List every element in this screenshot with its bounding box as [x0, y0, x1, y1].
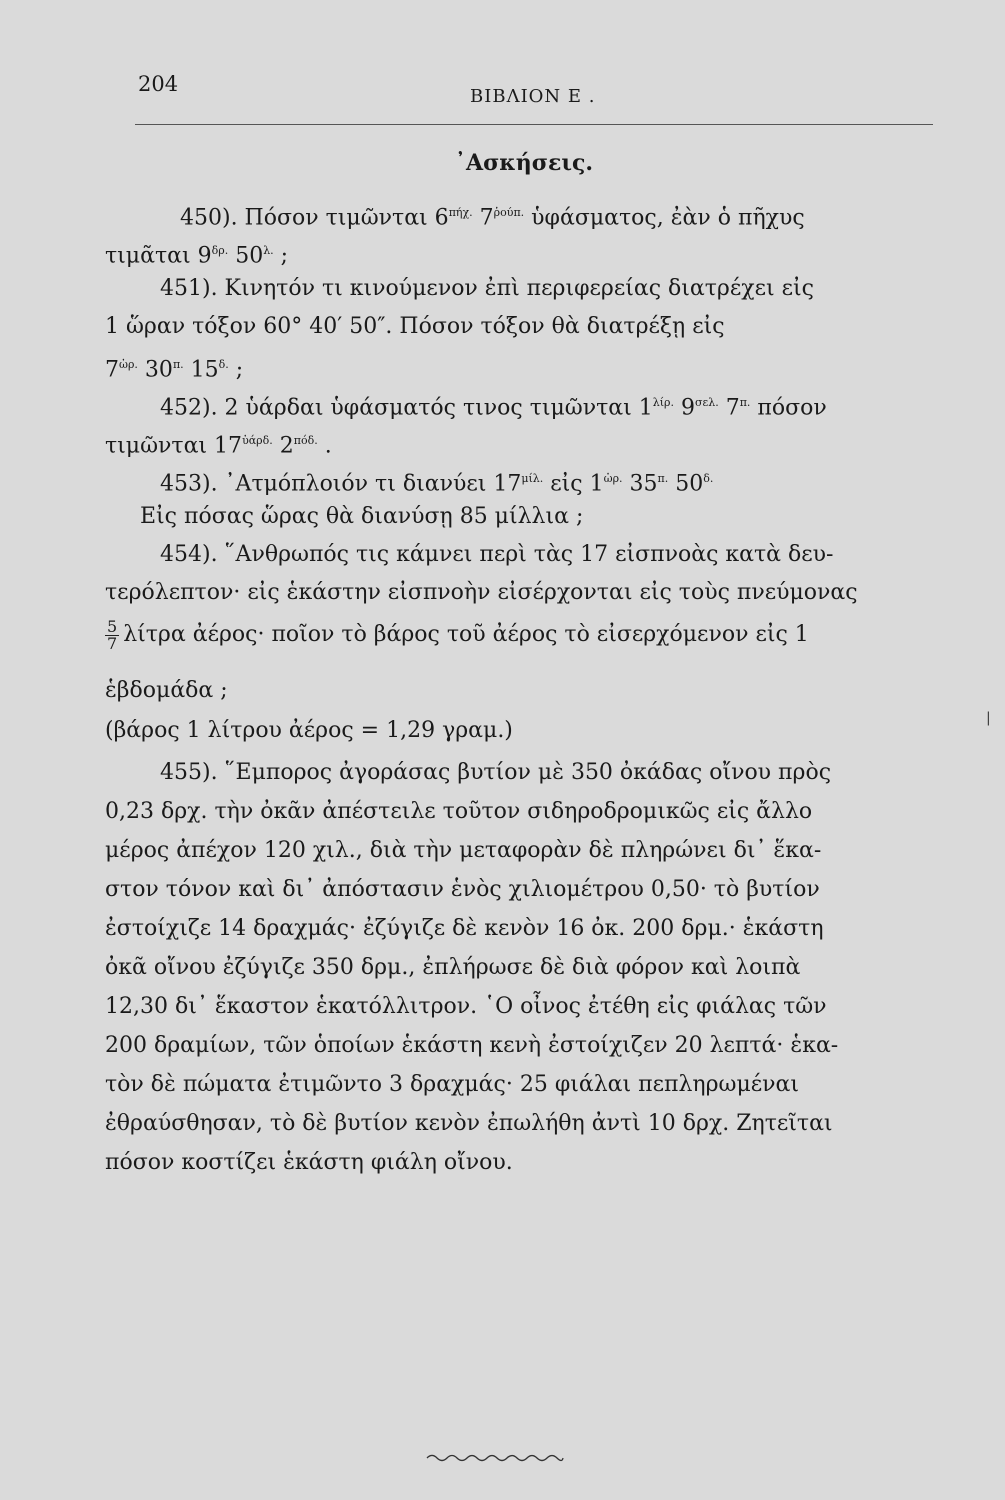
exercise-455-line-11: πόσον κοστίζει ἑκάστη φιάλη οἴνου.	[105, 1150, 513, 1175]
exercise-453-line-2: Εἰς πόσας ὥρας θὰ διανύσῃ 85 μίλλια ;	[140, 504, 584, 529]
section-title: ᾿Ασκήσεις.	[455, 150, 594, 176]
page-number: 204	[138, 72, 179, 96]
exercise-454-line-3: $\frac{5}{7}$ λίτρα ἀέρος· ποῖον τὸ βάρος τοῦ ἀέρος τὸ εἰσερχόμενον εἰς 1	[107, 616, 809, 653]
exercise-450-line-2: τιμᾶται $9^{\delta\rho.}$ $50^{\lambda.}$ ;	[105, 243, 289, 269]
exercise-450-line-1: 450). Πόσον τιμῶνται $6^{\pi ή\chi.}$ $7^{ῥoύ\pi.}$ ὑφάσματος, ἐὰν ὁ πῆχυς	[180, 205, 805, 231]
exercise-454-line-2: τερόλεπτον· εἰς ἑκάστην εἰσπνοὴν εἰσέρχονται εἰς τοὺς πνεύμονας	[105, 580, 858, 605]
exercise-455-line-6: ὀκᾶ οἴνου ἐζύγιζε 350 δρμ., ἐπλήρωσε δὲ διὰ φόρον καὶ λοιπὰ	[105, 955, 801, 980]
exercise-452-line-2: τιμῶνται $17^{ὑά\rho\delta.}$ $2^{\pi ό\delta.}$ .	[105, 433, 332, 459]
fraction-five-sevenths: $\frac{5}{7}$	[107, 616, 118, 653]
exercise-454-line-5: (βάρος 1 λίτρου ἀέρος = 1,29 γραμ.)	[105, 718, 513, 743]
running-head: ΒΙΒΛΙΟΝ Ε .	[470, 86, 596, 107]
exercise-451-line-2: 1 ὥραν τόξον 60° 40′ 50″. Πόσον τόξον θὰ διατρέξῃ εἰς	[105, 314, 725, 339]
exercise-455-line-8: 200 δραμίων, τῶν ὁποίων ἑκάστη κενὴ ἐστοίχιζεν 20 λεπτά· ἑκα-	[105, 1033, 839, 1058]
exercise-454-line-1: 454). ῞Ανθρωπός τις κάμνει περὶ τὰς 17 εἰσπνοὰς κατὰ δευ-	[160, 542, 834, 567]
exercise-451-line-1: 451). Κινητόν τι κινούμενον ἐπὶ περιφερείας διατρέχει εἰς	[160, 276, 814, 301]
exercise-455-line-4: στον τόνον καὶ δι᾿ ἀπόστασιν ἑνὸς χιλιομέτρου 0,50· τὸ βυτίον	[105, 877, 820, 902]
exercise-455-line-2: 0,23 δρχ. τὴν ὀκᾶν ἀπέστειλε τοῦτον σιδηροδρομικῶς εἰς ἄλλο	[105, 799, 813, 824]
exercise-451-line-3: $7^{ὡ\rho.}$ $30^{\pi.}$ $15^{\delta.}$ ;	[105, 357, 244, 383]
exercise-455-line-9: τὸν δὲ πώματα ἐτιμῶντο 3 δραχμάς· 25 φιάλαι πεπληρωμέναι	[105, 1072, 799, 1097]
margin-mark: |	[986, 710, 991, 726]
exercise-455-line-3: μέρος ἀπέχον 120 χιλ., διὰ τὴν μεταφορὰν δὲ πληρώνει δι᾿ ἕκα-	[105, 838, 822, 863]
wavy-rule-ornament-icon	[425, 1452, 565, 1464]
exercise-454-line-4: ἑβδομάδα ;	[105, 678, 228, 703]
exercise-455-line-5: ἐστοίχιζε 14 δραχμάς· ἐζύγιζε δὲ κενὸν 16 ὀκ. 200 δρμ.· ἑκάστη	[105, 916, 824, 941]
exercise-455-line-1: 455). ῞Εμπορος ἀγοράσας βυτίον μὲ 350 ὀκάδας οἴνου πρὸς	[160, 760, 832, 785]
exercise-455-line-7: 12,30 δι᾿ ἕκαστον ἑκατόλλιτρον. ῾Ο οἶνος ἐτέθη εἰς φιάλας τῶν	[105, 994, 827, 1019]
exercise-453-line-1: 453). ᾿Ατμόπλοιόν τι διανύει $17^{\mu ί\lambda.}$ εἰς $1^{ὡ\rho.}$ $35^{\pi.}$ $50^{\delta.}$	[160, 471, 714, 497]
exercise-452-line-1: 452). 2 ὑάρδαι ὑφάσματός τινος τιμῶνται $1^{\lambda ί\rho.}$ $9^{\sigma\varepsilon\lambda.}$ $7^{\pi.}$ πόσον	[160, 395, 827, 421]
header-rule	[135, 124, 933, 125]
exercise-455-line-10: ἐθραύσθησαν, τὸ δὲ βυτίον κενὸν ἐπωλήθη ἀντὶ 10 δρχ. Ζητεῖται	[105, 1111, 833, 1136]
